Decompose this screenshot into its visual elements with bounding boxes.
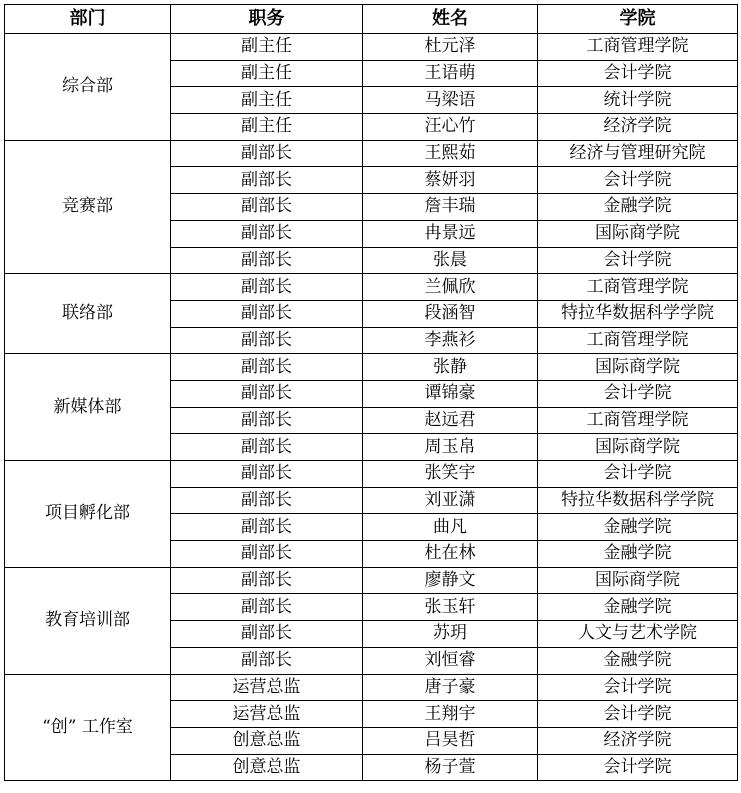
role-cell: 副部长: [171, 541, 363, 568]
college-cell: 国际商学院: [538, 567, 738, 594]
role-cell: 副部长: [171, 380, 363, 407]
header-department: 部门: [5, 5, 171, 34]
role-cell: 副部长: [171, 274, 363, 301]
name-cell: 汪心竹: [363, 114, 538, 141]
college-cell: 特拉华数据科学学院: [538, 487, 738, 514]
college-cell: 特拉华数据科学学院: [538, 300, 738, 327]
college-cell: 工商管理学院: [538, 34, 738, 61]
name-cell: 李燕衫: [363, 327, 538, 354]
college-cell: 会计学院: [538, 60, 738, 87]
name-cell: 张晨: [363, 247, 538, 274]
name-cell: 段涵智: [363, 300, 538, 327]
name-cell: 兰佩欣: [363, 274, 538, 301]
table-row: [5, 274, 738, 301]
name-cell: 王语萌: [363, 60, 538, 87]
name-cell: 马梁语: [363, 87, 538, 114]
name-cell: 苏玥: [363, 621, 538, 648]
name-cell: 詹丰瑞: [363, 194, 538, 221]
college-cell: 工商管理学院: [538, 274, 738, 301]
college-cell: 金融学院: [538, 647, 738, 674]
name-cell: 赵远君: [363, 407, 538, 434]
name-cell: 王熙茹: [363, 140, 538, 167]
college-cell: 会计学院: [538, 461, 738, 488]
header-name: 姓名: [363, 5, 538, 34]
role-cell: 副部长: [171, 220, 363, 247]
name-cell: 吕昊哲: [363, 727, 538, 754]
table-row: [5, 461, 738, 488]
role-cell: 副部长: [171, 300, 363, 327]
role-cell: 副部长: [171, 194, 363, 221]
name-cell: 杨子萱: [363, 754, 538, 781]
name-cell: 杜在林: [363, 541, 538, 568]
table-row: [5, 34, 738, 61]
name-cell: 刘亚潇: [363, 487, 538, 514]
college-cell: 经济学院: [538, 114, 738, 141]
roster-table: [4, 4, 738, 781]
college-cell: 统计学院: [538, 87, 738, 114]
name-cell: 王翔宇: [363, 701, 538, 728]
college-cell: 国际商学院: [538, 434, 738, 461]
role-cell: 副部长: [171, 594, 363, 621]
department-cell: 教育培训部: [5, 567, 171, 674]
role-cell: 副部长: [171, 407, 363, 434]
role-cell: 副部长: [171, 621, 363, 648]
college-cell: 工商管理学院: [538, 327, 738, 354]
college-cell: 国际商学院: [538, 354, 738, 381]
role-cell: 副部长: [171, 461, 363, 488]
name-cell: 杜元泽: [363, 34, 538, 61]
role-cell: 副部长: [171, 647, 363, 674]
role-cell: 副部长: [171, 247, 363, 274]
name-cell: 廖静文: [363, 567, 538, 594]
department-cell: 竞赛部: [5, 140, 171, 273]
college-cell: 工商管理学院: [538, 407, 738, 434]
role-cell: 副部长: [171, 140, 363, 167]
college-cell: 人文与艺术学院: [538, 621, 738, 648]
college-cell: 会计学院: [538, 754, 738, 781]
college-cell: 金融学院: [538, 594, 738, 621]
name-cell: 张笑宇: [363, 461, 538, 488]
role-cell: 副主任: [171, 60, 363, 87]
college-cell: 会计学院: [538, 167, 738, 194]
department-cell: “创” 工作室: [5, 674, 171, 781]
department-cell: 综合部: [5, 34, 171, 141]
role-cell: 副部长: [171, 434, 363, 461]
table-row: [5, 354, 738, 381]
role-cell: 副主任: [171, 114, 363, 141]
name-cell: 张玉轩: [363, 594, 538, 621]
role-cell: 副部长: [171, 354, 363, 381]
role-cell: 副部长: [171, 327, 363, 354]
department-cell: 联络部: [5, 274, 171, 354]
college-cell: 经济学院: [538, 727, 738, 754]
role-cell: 创意总监: [171, 754, 363, 781]
header-row: [5, 5, 738, 34]
name-cell: 谭锦豪: [363, 380, 538, 407]
table-row: [5, 674, 738, 701]
header-college: 学院: [538, 5, 738, 34]
role-cell: 副部长: [171, 167, 363, 194]
college-cell: 会计学院: [538, 674, 738, 701]
college-cell: 金融学院: [538, 541, 738, 568]
role-cell: 副部长: [171, 514, 363, 541]
table-row: [5, 140, 738, 167]
college-cell: 金融学院: [538, 194, 738, 221]
name-cell: 唐子豪: [363, 674, 538, 701]
college-cell: 会计学院: [538, 701, 738, 728]
role-cell: 副主任: [171, 87, 363, 114]
role-cell: 副主任: [171, 34, 363, 61]
name-cell: 曲凡: [363, 514, 538, 541]
college-cell: 会计学院: [538, 380, 738, 407]
role-cell: 创意总监: [171, 727, 363, 754]
name-cell: 张静: [363, 354, 538, 381]
name-cell: 蔡妍羽: [363, 167, 538, 194]
department-cell: 项目孵化部: [5, 461, 171, 568]
college-cell: 会计学院: [538, 247, 738, 274]
roster-body: [5, 34, 738, 781]
name-cell: 周玉帛: [363, 434, 538, 461]
role-cell: 副部长: [171, 567, 363, 594]
name-cell: 刘恒睿: [363, 647, 538, 674]
college-cell: 国际商学院: [538, 220, 738, 247]
role-cell: 副部长: [171, 487, 363, 514]
name-cell: 冉景远: [363, 220, 538, 247]
college-cell: 金融学院: [538, 514, 738, 541]
college-cell: 经济与管理研究院: [538, 140, 738, 167]
role-cell: 运营总监: [171, 701, 363, 728]
department-cell: 新媒体部: [5, 354, 171, 461]
header-role: 职务: [171, 5, 363, 34]
table-row: [5, 567, 738, 594]
role-cell: 运营总监: [171, 674, 363, 701]
